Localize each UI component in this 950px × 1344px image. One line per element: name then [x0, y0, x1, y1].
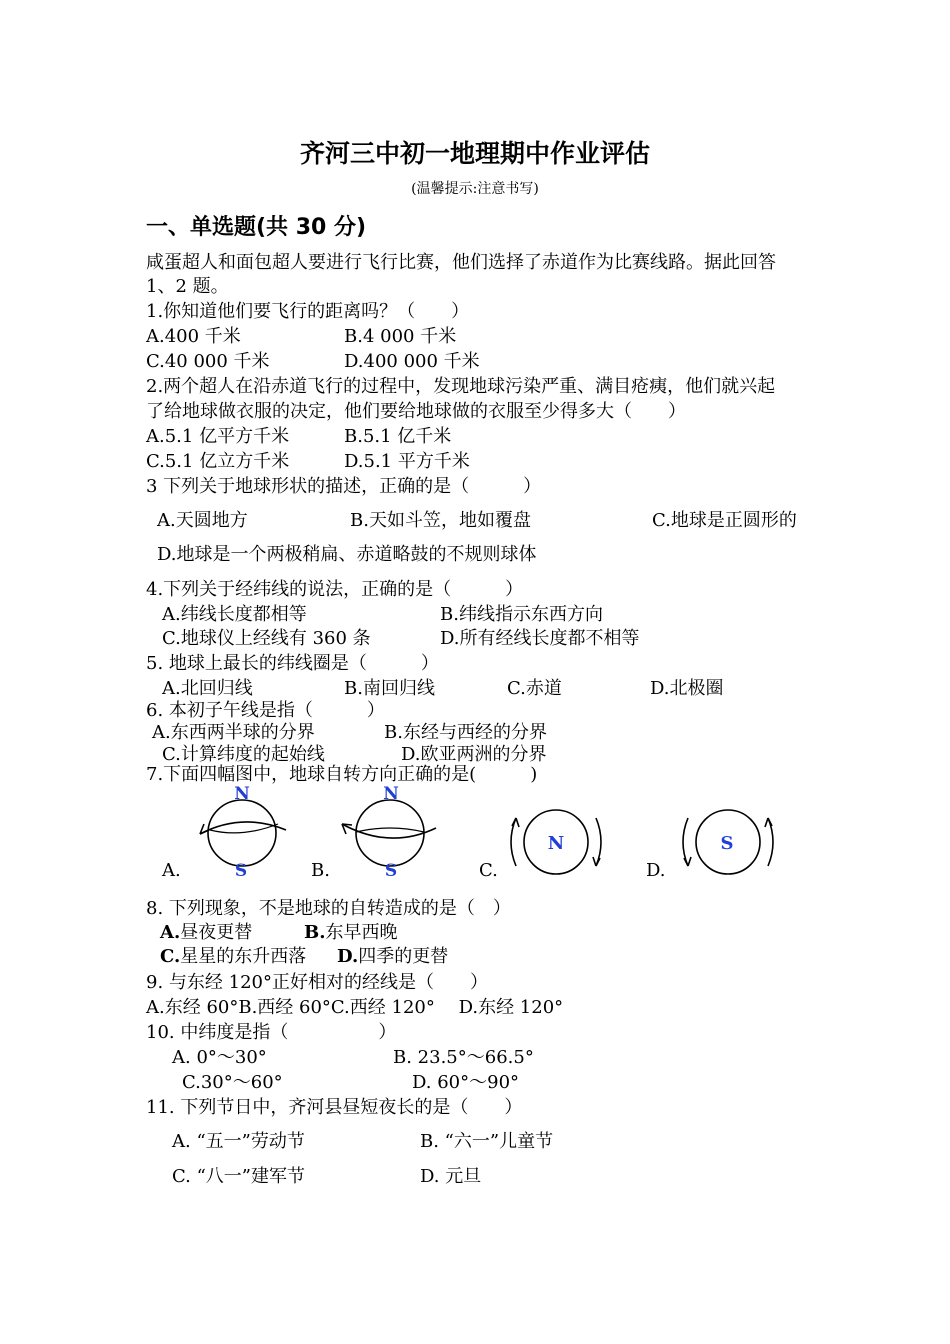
arrow-head-icon: [765, 818, 772, 827]
globe-figure-d: [678, 802, 778, 882]
q5-option-b: B.南回归线: [344, 678, 435, 699]
q11-stem: 11. 下列节日中，齐河县昼短夜长的是（ ）: [146, 1097, 523, 1118]
q6-option-c: C.计算纬度的起始线: [162, 744, 325, 765]
q2-option-b: B.5.1 亿千米: [344, 426, 452, 447]
q8-option-b-text: 东早西晚: [325, 922, 398, 943]
q3-option-a: A.天圆地方: [157, 510, 248, 531]
q6-option-a: A.东西两半球的分界: [152, 722, 315, 743]
q6-option-d: D.欧亚两洲的分界: [401, 744, 547, 765]
q7-option-b: B.: [311, 860, 330, 881]
q8-stem: 8. 下列现象，不是地球的自转造成的是（ ）: [146, 898, 511, 919]
q10-stem: 10. 中纬度是指（ ）: [146, 1022, 397, 1043]
q8-option-c: [160, 946, 306, 968]
q5-stem: 5. 地球上最长的纬线圈是（ ）: [146, 653, 439, 674]
q8-option-d-text: 四季的更替: [358, 946, 449, 967]
q1-option-a: A.400 千米: [146, 326, 241, 347]
q5-option-d: D.北极圈: [650, 678, 724, 699]
south-label: S: [384, 861, 398, 881]
globe-outline: [356, 800, 424, 866]
q10-option-a: A. 0°～30°: [172, 1047, 267, 1068]
q2-stem-2: 了给地球做衣服的决定，他们要给地球做的衣服至少得多大（ ）: [146, 401, 686, 422]
equator-line: [356, 828, 424, 832]
north-label: N: [547, 833, 565, 854]
globe-figure-b: [338, 784, 442, 882]
q8-option-b: [304, 922, 397, 944]
q7-option-d: D.: [646, 860, 666, 881]
q4-option-c: C.地球仪上经线有 360 条: [162, 628, 371, 649]
intro-line-2: 1、2 题。: [146, 276, 229, 297]
q8-option-b-letter: B.: [304, 922, 326, 943]
q2-option-c: C.5.1 亿立方千米: [146, 451, 290, 472]
north-label: N: [383, 784, 399, 804]
q9-options: A.东经 60°B.西经 60°C.西经 120° D.东经 120°: [146, 997, 564, 1018]
globe-figure-c: [506, 802, 606, 882]
q8-option-a: [160, 922, 252, 944]
q7-stem: 7.下面四幅图中，地球自转方向正确的是( ): [146, 764, 538, 785]
north-label: N: [234, 784, 250, 804]
q7-option-a: A.: [162, 860, 181, 881]
q8-option-a-letter: A.: [160, 922, 181, 943]
q11-option-b: B. “六一”儿童节: [420, 1131, 554, 1152]
q11-option-c: C. “八一”建军节: [172, 1166, 305, 1187]
q1-option-d: D.400 000 千米: [344, 351, 480, 372]
q10-option-c: C.30°～60°: [182, 1072, 283, 1093]
q5-option-a: A.北回归线: [162, 678, 253, 699]
q8-option-a-text: 昼夜更替: [180, 922, 253, 943]
q7-option-c: C.: [479, 860, 498, 881]
south-label: S: [720, 833, 734, 854]
q4-option-b: B.纬线指示东西方向: [440, 604, 603, 625]
q8-option-d: [337, 946, 448, 968]
q10-option-d: D. 60°～90°: [412, 1072, 520, 1093]
q1-option-b: B.4 000 千米: [344, 326, 457, 347]
q11-option-d: D. 元旦: [420, 1166, 482, 1187]
arrow-head-icon: [684, 857, 691, 866]
page-title: 齐河三中初一地理期中作业评估: [299, 139, 650, 168]
q8-option-d-letter: D.: [337, 946, 359, 967]
q4-stem: 4.下列关于经纬线的说法，正确的是（ ）: [146, 579, 524, 600]
q10-option-b: B. 23.5°～66.5°: [393, 1047, 534, 1068]
q6-stem: 6. 本初子午线是指（ ）: [146, 700, 385, 721]
arrow-head-icon: [593, 857, 600, 866]
q3-stem: 3 下列关于地球形状的描述，正确的是（ ）: [146, 476, 542, 497]
q2-option-a: A.5.1 亿平方千米: [146, 426, 290, 447]
q9-stem: 9. 与东经 120°正好相对的经线是（ ）: [146, 972, 488, 993]
arrow-head-icon: [512, 818, 519, 827]
south-label: S: [234, 861, 248, 881]
globe-figure-a: [190, 784, 294, 882]
q4-option-d: D.所有经线长度都不相等: [440, 628, 640, 649]
q1-stem: 1.你知道他们要飞行的距离吗？（ ）: [146, 301, 470, 322]
q3-option-b: B.天如斗笠，地如覆盘: [350, 510, 531, 531]
q8-option-c-text: 星星的东升西落: [180, 946, 307, 967]
q8-option-c-letter: C.: [160, 946, 181, 967]
q11-option-a: A. “五一”劳动节: [172, 1131, 305, 1152]
q2-stem-1: 2.两个超人在沿赤道飞行的过程中，发现地球污染严重、满目疮痍，他们就兴起: [146, 376, 776, 397]
q3-option-c: C.地球是正圆形的: [652, 510, 797, 531]
intro-line-1: 咸蛋超人和面包超人要进行飞行比赛，他们选择了赤道作为比赛线路。据此回答: [146, 252, 776, 273]
q5-option-c: C.赤道: [507, 678, 562, 699]
q4-option-a: A.纬线长度都相等: [162, 604, 307, 625]
page-subtitle: (温馨提示:注意书写): [411, 181, 539, 197]
section-heading: 一、单选题(共 30 分): [146, 215, 367, 240]
q6-option-b: B.东经与西经的分界: [384, 722, 547, 743]
q1-option-c: C.40 000 千米: [146, 351, 270, 372]
q3-option-d: D.地球是一个两极稍扁、赤道略鼓的不规则球体: [157, 544, 537, 565]
q2-option-d: D.5.1 平方千米: [344, 451, 470, 472]
